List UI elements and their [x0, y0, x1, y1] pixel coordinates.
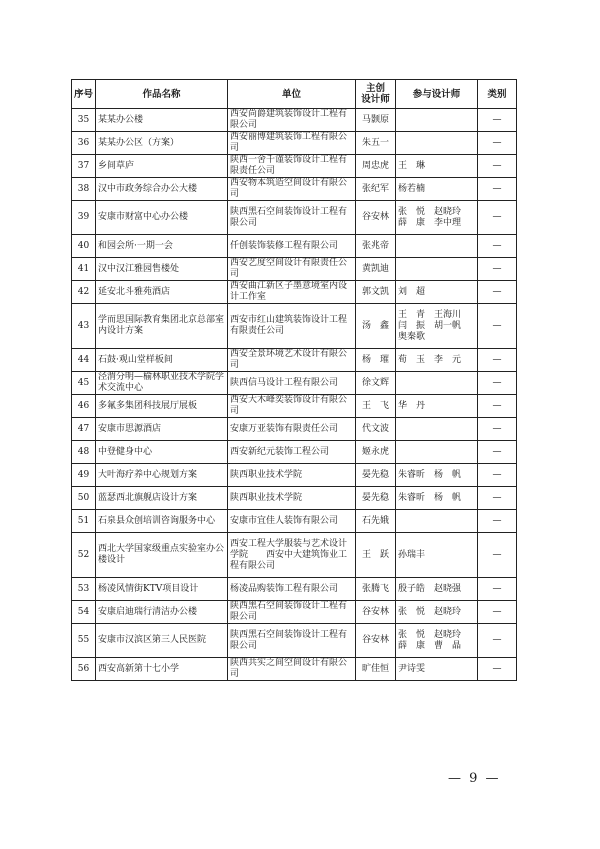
- row-unit: 西安市红山建筑装饰设计工程有限责任公司: [228, 304, 356, 349]
- row-unit: 西安全景环境艺术设计有限公司: [228, 349, 356, 372]
- table-row: [72, 155, 517, 178]
- row-no: 37: [72, 155, 96, 178]
- row-main-designer: 马颢原: [356, 109, 396, 132]
- row-main-designer: 石先娥: [356, 510, 396, 533]
- row-category: —: [478, 155, 517, 178]
- row-name: 大叶海疗养中心规划方案: [96, 464, 228, 487]
- row-main-designer: 王 跃: [356, 533, 396, 578]
- row-name: 某某办公楼: [96, 109, 228, 132]
- row-no: 51: [72, 510, 96, 533]
- row-main-designer: 周忠虎: [356, 155, 396, 178]
- row-unit: 西安物本筑造空间设计有限公司: [228, 178, 356, 201]
- page-number: — 9 —: [448, 771, 501, 786]
- row-main-designer: 谷安林: [356, 601, 396, 624]
- row-main-designer: 张兆帝: [356, 235, 396, 258]
- row-participants: [396, 418, 478, 441]
- row-no: 35: [72, 109, 96, 132]
- row-category: —: [478, 658, 517, 681]
- table-row: [72, 178, 517, 201]
- row-participants: [396, 132, 478, 155]
- row-participants: [396, 372, 478, 395]
- row-category: —: [478, 601, 517, 624]
- row-category: —: [478, 201, 517, 235]
- row-name: 中登健身中心: [96, 441, 228, 464]
- row-name: 某某办公区（方案）: [96, 132, 228, 155]
- row-participants: 张 悦 赵晓玲 薛 康 曹 晶: [396, 624, 478, 658]
- table-row: [72, 578, 517, 601]
- row-category: —: [478, 372, 517, 395]
- header-participants: 参与设计师: [396, 80, 478, 109]
- row-participants: 刘 超: [396, 281, 478, 304]
- row-name: 多氟多集团科技展厅展板: [96, 395, 228, 418]
- row-participants: 王 琳: [396, 155, 478, 178]
- awards-table: [71, 79, 517, 681]
- row-name: 西安高新第十七小学: [96, 658, 228, 681]
- row-no: 50: [72, 487, 96, 510]
- row-name: 学而思国际教育集团北京总部室内设计方案: [96, 304, 228, 349]
- row-category: —: [478, 258, 517, 281]
- row-no: 47: [72, 418, 96, 441]
- table-row: [72, 201, 517, 235]
- table-row: [72, 281, 517, 304]
- header-main-text: 主创 设计师: [361, 83, 390, 105]
- row-name: 安康市汉滨区第三人民医院: [96, 624, 228, 658]
- table-row: [72, 304, 517, 349]
- row-participants: 尹诗雯: [396, 658, 478, 681]
- row-name: 杨凌风情街KTV项目设计: [96, 578, 228, 601]
- row-category: —: [478, 578, 517, 601]
- table-row: [72, 441, 517, 464]
- row-participants: [396, 510, 478, 533]
- row-name: 乡间草庐: [96, 155, 228, 178]
- row-participants: [396, 235, 478, 258]
- row-no: 44: [72, 349, 96, 372]
- row-no: 45: [72, 372, 96, 395]
- table-row: [72, 601, 517, 624]
- row-name: 泾渭分明—榆林职业技术学院学术交流中心: [96, 372, 228, 395]
- row-main-designer: 晏先稳: [356, 487, 396, 510]
- row-name: 延安北斗雅苑酒店: [96, 281, 228, 304]
- header-main-designer: [356, 80, 396, 109]
- row-participants: 华 丹: [396, 395, 478, 418]
- document-page: [71, 79, 516, 681]
- table-row: [72, 109, 517, 132]
- table-row: [72, 487, 517, 510]
- row-category: —: [478, 109, 517, 132]
- header-no: 序号: [72, 80, 96, 109]
- row-category: —: [478, 533, 517, 578]
- table-row: [72, 624, 517, 658]
- row-participants: 张 悦 赵晓玲 薛 康 李中理: [396, 201, 478, 235]
- table-row: [72, 464, 517, 487]
- row-category: —: [478, 624, 517, 658]
- row-participants: 荀 玉 李 元: [396, 349, 478, 372]
- row-name: 安康市思源酒店: [96, 418, 228, 441]
- table-body: [72, 109, 517, 681]
- table-header-row: [72, 80, 517, 109]
- row-unit: 陕西职业技术学院: [228, 464, 356, 487]
- table-row: [72, 372, 517, 395]
- row-no: 42: [72, 281, 96, 304]
- row-no: 52: [72, 533, 96, 578]
- table-row: [72, 395, 517, 418]
- row-no: 36: [72, 132, 96, 155]
- row-name: 石泉县众创培训咨询服务中心: [96, 510, 228, 533]
- row-unit: 西安丽博建筑装饰工程有限公司: [228, 132, 356, 155]
- row-category: —: [478, 349, 517, 372]
- row-name: 汉中市政务综合办公大楼: [96, 178, 228, 201]
- header-unit: 单位: [228, 80, 356, 109]
- row-name: 石鼓·观山堂样板间: [96, 349, 228, 372]
- table-row: [72, 418, 517, 441]
- row-main-designer: 汤 鑫: [356, 304, 396, 349]
- row-no: 55: [72, 624, 96, 658]
- row-unit: 西安大木峰奕装饰设计有限公司: [228, 395, 356, 418]
- row-participants: 张 悦 赵晓玲: [396, 601, 478, 624]
- row-name: 西北大学国家级重点实验室办公楼设计: [96, 533, 228, 578]
- table-row: [72, 510, 517, 533]
- row-no: 43: [72, 304, 96, 349]
- row-category: —: [478, 395, 517, 418]
- row-no: 54: [72, 601, 96, 624]
- row-category: —: [478, 487, 517, 510]
- row-main-designer: 张腾飞: [356, 578, 396, 601]
- row-participants: 孙瑞丰: [396, 533, 478, 578]
- row-unit: 仟创装饰装修工程有限公司: [228, 235, 356, 258]
- row-unit: 西安新纪元装饰工程公司: [228, 441, 356, 464]
- row-no: 49: [72, 464, 96, 487]
- table-row: [72, 349, 517, 372]
- row-category: —: [478, 304, 517, 349]
- table-row: [72, 132, 517, 155]
- row-name: 蓝瑟西北旗舰店设计方案: [96, 487, 228, 510]
- row-no: 38: [72, 178, 96, 201]
- row-category: —: [478, 178, 517, 201]
- row-unit: 陕西一舍千谨装饰设计工程有限责任公司: [228, 155, 356, 178]
- row-participants: [396, 109, 478, 132]
- row-participants: [396, 441, 478, 464]
- row-main-designer: 杨 璀: [356, 349, 396, 372]
- row-no: 53: [72, 578, 96, 601]
- row-participants: 殷子皓 赵晓强: [396, 578, 478, 601]
- row-category: —: [478, 418, 517, 441]
- table-row: [72, 658, 517, 681]
- row-participants: 王 青 王海川 闫 振 胡一帆 奥秦歌: [396, 304, 478, 349]
- row-unit: 安康市宜佳人装饰有限公司: [228, 510, 356, 533]
- row-main-designer: 姬永虎: [356, 441, 396, 464]
- row-category: —: [478, 464, 517, 487]
- row-name: 安康市财富中心办公楼: [96, 201, 228, 235]
- table-row: [72, 235, 517, 258]
- row-participants: 杨若楠: [396, 178, 478, 201]
- row-unit: 安康万亚装饰有限责任公司: [228, 418, 356, 441]
- row-unit: 杨凌品购装饰工程有限公司: [228, 578, 356, 601]
- row-category: —: [478, 281, 517, 304]
- row-category: —: [478, 132, 517, 155]
- header-category: 类别: [478, 80, 517, 109]
- header-name: 作品名称: [96, 80, 228, 109]
- row-unit: 陕西黑石空间装饰设计工程有限公司: [228, 624, 356, 658]
- row-participants: 朱睿昕 杨 帆: [396, 464, 478, 487]
- row-main-designer: 晏先稳: [356, 464, 396, 487]
- row-unit: 陕西共实之间空间设计有限公司: [228, 658, 356, 681]
- row-main-designer: 王 飞: [356, 395, 396, 418]
- row-unit: 陕西信马设计工程有限公司: [228, 372, 356, 395]
- row-unit: 陕西黑石空间装饰设计工程有限公司: [228, 601, 356, 624]
- row-unit: 陕西黑石空间装饰设计工程有限公司: [228, 201, 356, 235]
- row-participants: 朱睿昕 杨 帆: [396, 487, 478, 510]
- row-main-designer: 徐文辉: [356, 372, 396, 395]
- row-main-designer: 谷安林: [356, 201, 396, 235]
- row-category: —: [478, 235, 517, 258]
- row-main-designer: 谷安林: [356, 624, 396, 658]
- row-no: 41: [72, 258, 96, 281]
- row-participants: [396, 258, 478, 281]
- row-name: 汉中汉江雅园售楼处: [96, 258, 228, 281]
- row-unit: 西安曲江新区子墨意境室内设计工作室: [228, 281, 356, 304]
- row-main-designer: 朱五一: [356, 132, 396, 155]
- row-unit: 西安尚爵建筑装饰设计工程有限公司: [228, 109, 356, 132]
- row-no: 39: [72, 201, 96, 235]
- row-main-designer: 黄凯迪: [356, 258, 396, 281]
- row-no: 40: [72, 235, 96, 258]
- row-no: 48: [72, 441, 96, 464]
- row-main-designer: 旷佳恒: [356, 658, 396, 681]
- row-main-designer: 张纪军: [356, 178, 396, 201]
- table-row: [72, 258, 517, 281]
- row-main-designer: 郭文凯: [356, 281, 396, 304]
- row-category: —: [478, 441, 517, 464]
- row-name: 和园会所·一期一会: [96, 235, 228, 258]
- row-no: 56: [72, 658, 96, 681]
- row-category: —: [478, 510, 517, 533]
- row-main-designer: 代文波: [356, 418, 396, 441]
- row-name: 安康启迪瑞行清洁办公楼: [96, 601, 228, 624]
- table-row: [72, 533, 517, 578]
- row-no: 46: [72, 395, 96, 418]
- row-unit: 陕西职业技术学院: [228, 487, 356, 510]
- row-unit: 西安工程大学服装与艺术设计学院 西安中大建筑饰业工程有限公司: [228, 533, 356, 578]
- row-unit: 西安艺度空间设计有限责任公司: [228, 258, 356, 281]
